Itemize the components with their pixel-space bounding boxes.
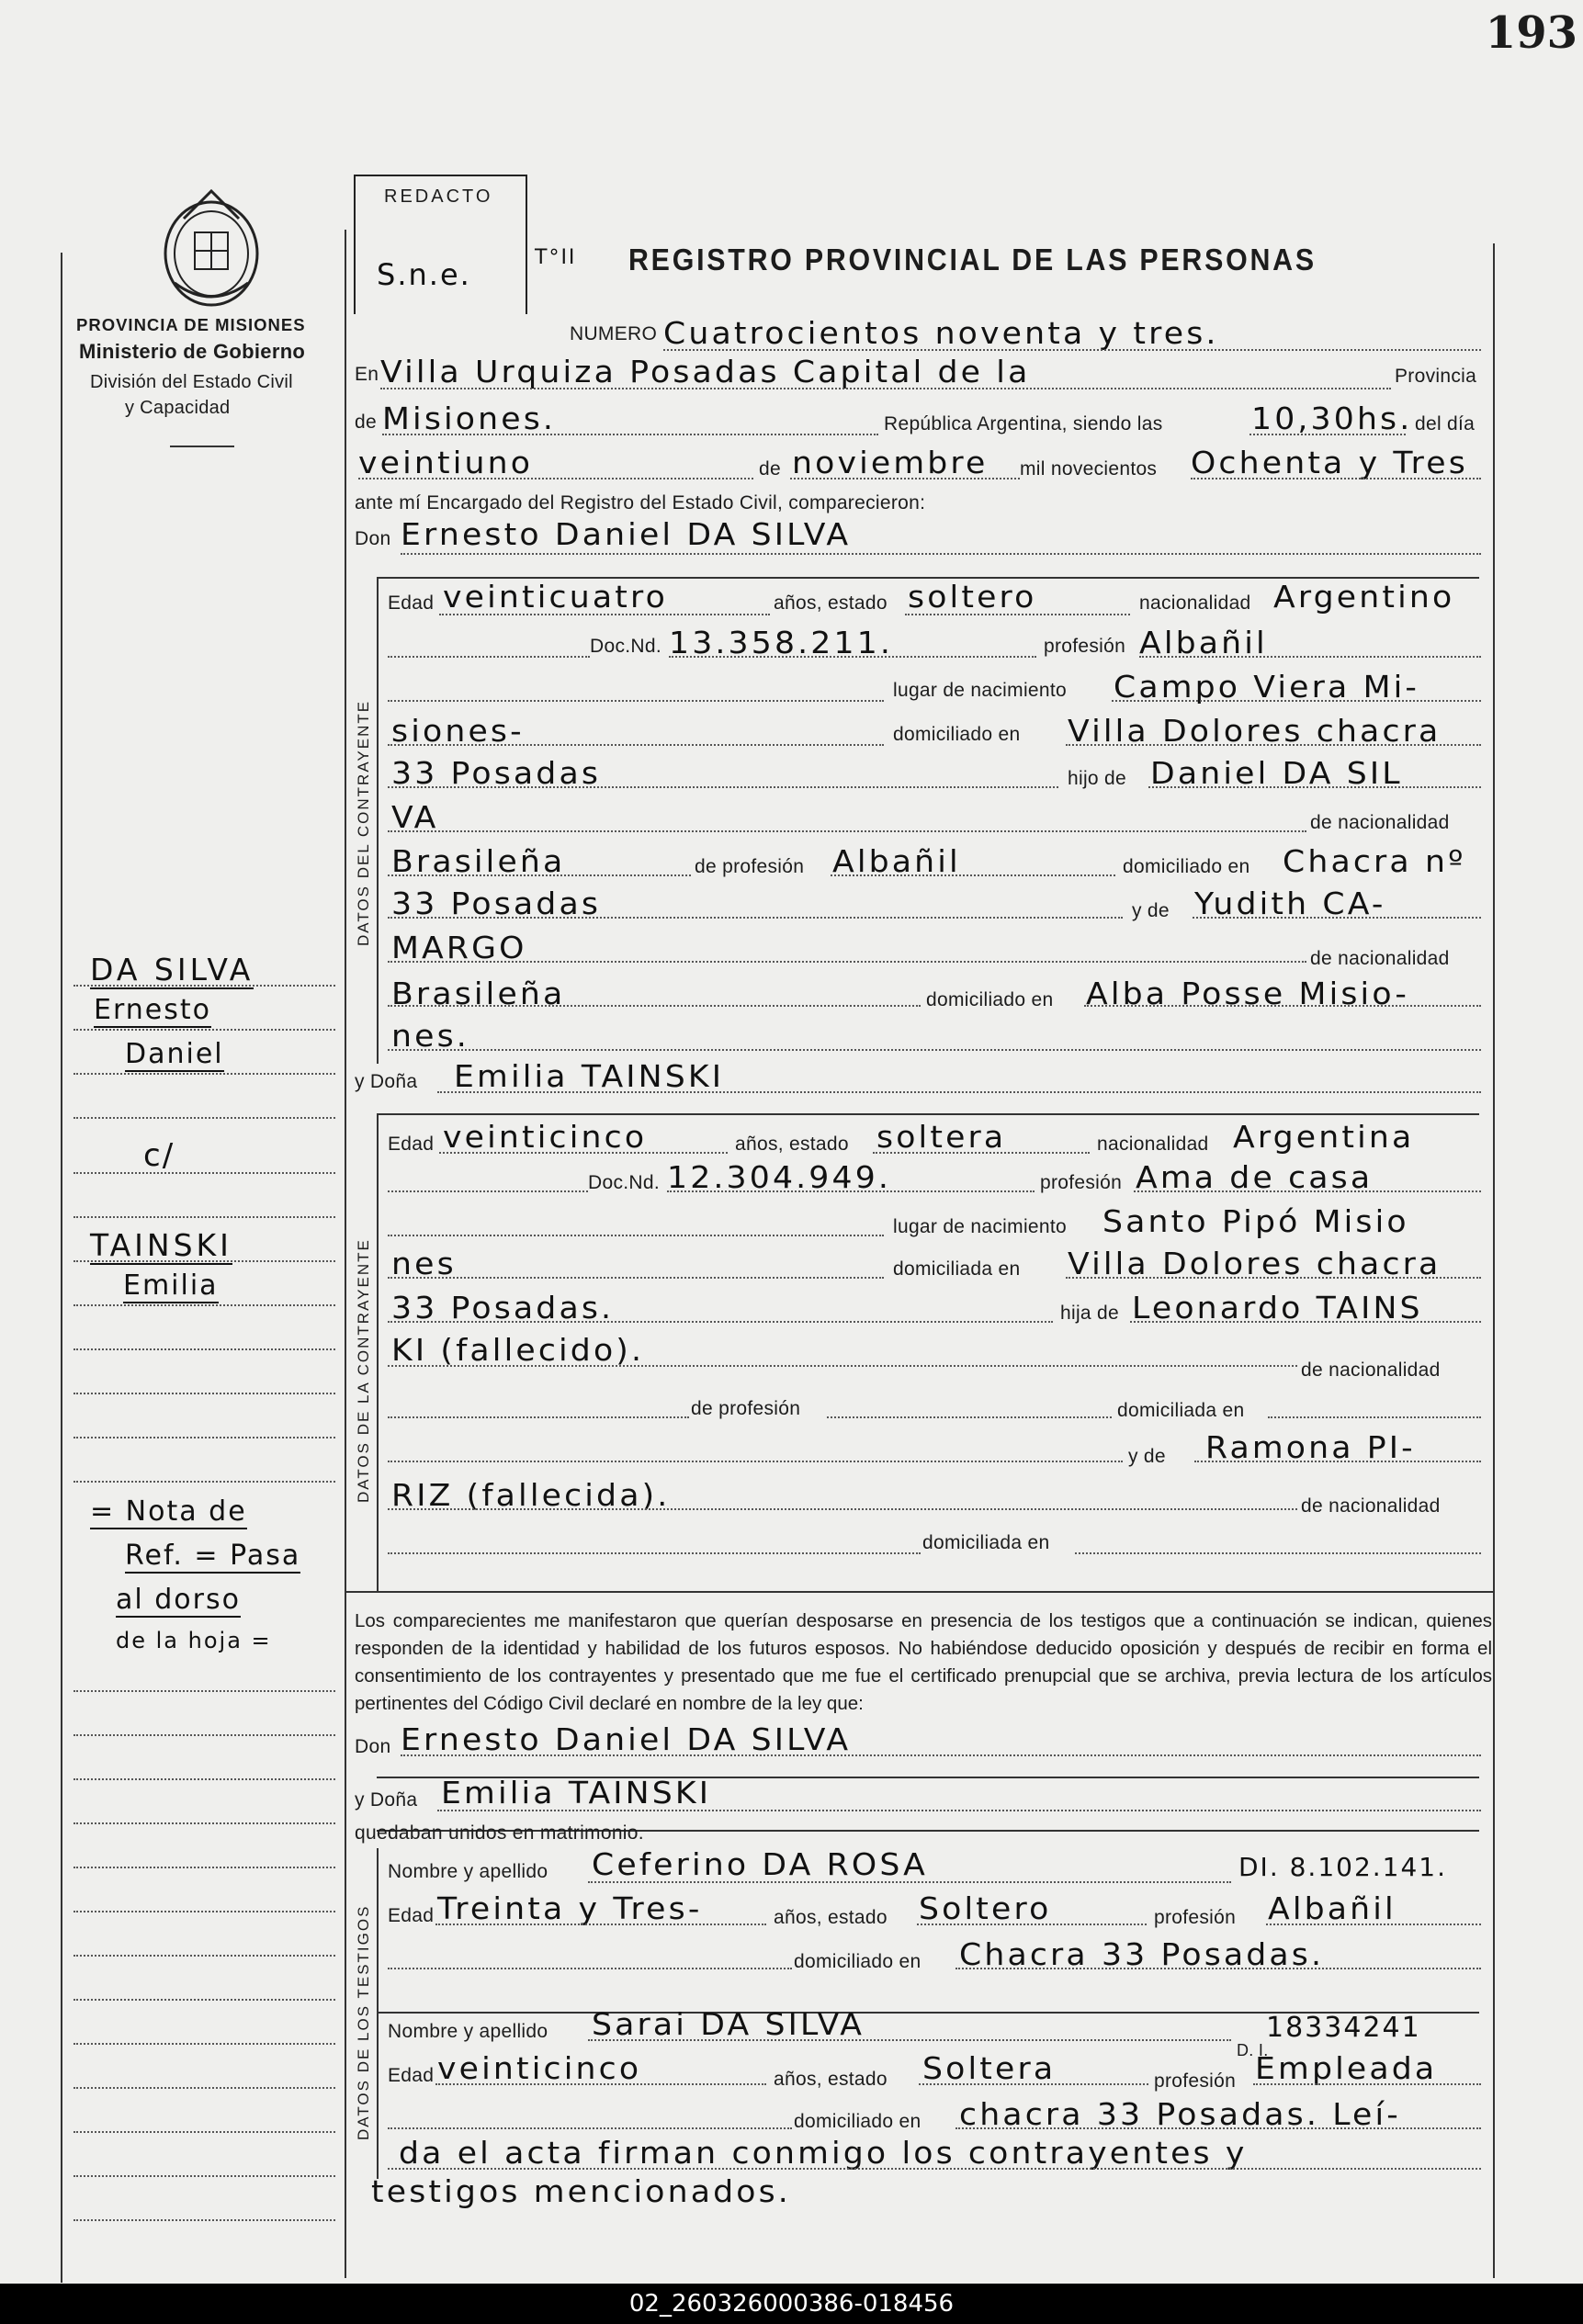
dia-value: veintiuno: [358, 445, 534, 480]
right-border-rule: [1493, 243, 1495, 2278]
ministry-heading: Ministerio de Gobierno: [79, 340, 306, 363]
c1-dom-label: domiciliado en: [893, 724, 1021, 745]
c1-padre-line: [1148, 786, 1481, 788]
t1-edad-value: Treinta y Tres-: [437, 1890, 703, 1926]
t2-nombre-label: Nombre y apellido: [388, 2021, 548, 2042]
margin-given-2: Daniel: [125, 1038, 224, 1070]
division-line-1: División del Estado Civil: [90, 372, 293, 392]
dia-line: [358, 478, 753, 479]
c2-lugar-label: lugar de nacimiento: [893, 1216, 1067, 1237]
c1-padre-dom-value-2: 33 Posadas: [391, 886, 602, 921]
c1-lugar-value-2: siones-: [391, 713, 525, 749]
redacto-label: REDACTO: [384, 186, 493, 207]
ante-label: ante mí Encargado del Registro del Estado Civil, comparecieron:: [355, 492, 926, 513]
c2-madre-nac-line: [388, 1552, 921, 1554]
c2-estado-label: años, estado: [735, 1134, 849, 1155]
c1-padre-dom2-line: [388, 917, 1123, 919]
c2-madre-value-2: RIZ (fallecida).: [391, 1477, 671, 1513]
margin-note-4: de la hoja =: [116, 1628, 272, 1653]
c2-padre-dom-label: domiciliada en: [1117, 1400, 1245, 1421]
t1-nombre-value: Ceferino DA ROSA: [592, 1846, 928, 1882]
t2-estado-line: [919, 2083, 1148, 2085]
decl-don-value: Ernesto Daniel DA SILVA: [401, 1721, 852, 1757]
c1-lugar2-line: [388, 744, 884, 746]
provincia-line: [382, 434, 878, 435]
decl-dona-value: Emilia TAINSKI: [441, 1775, 712, 1811]
c2-dom-value-2: 33 Posadas.: [391, 1290, 615, 1326]
c1-madre2-line: [388, 961, 1306, 963]
mes-line: [790, 478, 1020, 479]
c1-madre-nac-value: Brasileña: [391, 976, 566, 1011]
c1-madre-value-1: Yudith CA-: [1194, 886, 1386, 921]
c2-padre-line: [1130, 1321, 1481, 1323]
page-number: 193: [1485, 7, 1577, 59]
del-dia-label: del día: [1415, 413, 1476, 434]
margin-note-2: Ref. = Pasa: [125, 1540, 301, 1572]
t2-nombre-line: [588, 2039, 1231, 2041]
c2-padre-prof-line: [827, 1416, 1112, 1418]
t2-prof-value: Empleada: [1255, 2050, 1438, 2086]
c2-prof-line: [1134, 1190, 1481, 1192]
decl-dona-label: y Doña: [355, 1789, 418, 1811]
t1-doc-value: DI. 8.102.141.: [1238, 1852, 1448, 1882]
numero-value: Cuatrocientos noventa y tres.: [663, 315, 1219, 351]
c1-lugar-value-1: Campo Viera Mi-: [1114, 669, 1420, 705]
hora-value: 10,30hs.: [1251, 400, 1413, 436]
contrayente-2-bracket: [377, 1113, 379, 1591]
t1-dom-value: Chacra 33 Posadas.: [959, 1936, 1325, 1972]
c1-y-de-label: y de: [1132, 900, 1170, 921]
c1-doc-pre-line: [388, 656, 590, 658]
c2-edad-value: veinticinco: [443, 1119, 648, 1155]
dona-rule: [377, 1113, 1479, 1115]
c1-padre-dom-label: domiciliado en: [1123, 856, 1250, 877]
c1-estado-line: [905, 614, 1130, 615]
c1-doc-line: [669, 656, 1036, 658]
c2-padre2-line: [388, 1365, 1297, 1367]
c1-prof-value: Albañil: [1139, 625, 1268, 660]
c1-nac-value: Argentino: [1273, 579, 1455, 615]
t1-dom-pre-line: [388, 1968, 792, 1969]
c1-padre-nac-label: de nacionalidad: [1310, 812, 1450, 833]
c1-padre-value-2: VA: [391, 799, 439, 835]
division-line-2: y Capacidad: [125, 398, 231, 418]
c1-lugar-pre-line: [388, 700, 884, 702]
c1-estado-label: años, estado: [774, 592, 888, 614]
c1-nac-label: nacionalidad: [1139, 592, 1251, 614]
t2-dom-value: chacra 33 Posadas. Leí-: [959, 2096, 1401, 2132]
c1-madre-dom-value-2: nes.: [391, 1018, 469, 1054]
t1-edad-label: Edad: [388, 1905, 435, 1926]
c1-hijo-label: hijo de: [1068, 768, 1126, 789]
margin-surname-2: TAINSKI: [90, 1227, 232, 1263]
c1-edad-label: Edad: [388, 592, 435, 614]
c1-edad-value: veinticuatro: [443, 579, 668, 615]
c1-padre2-line: [388, 830, 1306, 832]
c1-madre-nac-label: de nacionalidad: [1310, 948, 1450, 969]
t1-prof-line: [1266, 1924, 1481, 1925]
mes-value: noviembre: [792, 445, 989, 480]
statement-paragraph: Los comparecientes me manifestaron que querían desposarse en presencia de los testigos que a continuación se indican, quienes responden de la identidad y habilidad de los futuros esposos. No habiéndose deducido oposición y después de recibir en forma el consentimiento de los contrayentes y presentado que me fue el certificado prenupcial que se archiva, previa lectura de los artículos pertinentes del Código Civil declaré en nombre de la ley que:: [355, 1610, 1492, 1714]
don-label: Don: [355, 528, 391, 549]
c2-nac-value: Argentina: [1233, 1119, 1415, 1155]
margin-surname-1: DA SILVA: [90, 952, 254, 987]
mil-label: mil novecientos: [1020, 458, 1158, 479]
decl-dona-line: [437, 1810, 1481, 1811]
t2-dom-pre-line: [388, 2127, 792, 2129]
provincia-label: Provincia: [1395, 366, 1477, 387]
c2-estado-value: soltera: [876, 1119, 1007, 1155]
c1-madre-value-2: MARGO: [391, 930, 527, 965]
c2-estado-line: [873, 1152, 1090, 1154]
c1-dom2-line: [388, 786, 1058, 788]
t1-estado-line: [917, 1924, 1147, 1925]
testigos-bracket: [377, 1848, 379, 2179]
c2-madre-value-1: Ramona PI-: [1205, 1429, 1416, 1465]
t2-dom-label: domiciliado en: [794, 2111, 922, 2132]
left-margin-rule: [61, 253, 62, 2283]
t2-edad-line: [435, 2083, 766, 2085]
t1-edad-line: [435, 1924, 766, 1925]
c2-lugar-value-2: nes: [391, 1246, 457, 1281]
republica-label: República Argentina, siendo las: [884, 413, 1163, 434]
c1-dom-value-1: Villa Dolores chacra: [1068, 713, 1442, 749]
de-label: de: [355, 412, 377, 433]
c2-madre-line: [1194, 1461, 1481, 1462]
c2-prof-label: profesión: [1040, 1172, 1123, 1193]
numero-line: [663, 349, 1481, 351]
c2-padre-prof-label: de profesión: [691, 1398, 801, 1419]
margin-given-3: Emilia: [123, 1269, 219, 1302]
c1-edad-line: [439, 614, 770, 615]
registry-title: REGISTRO PROVINCIAL DE LAS PERSONAS: [628, 243, 1317, 276]
c2-madre2-line: [388, 1508, 1297, 1510]
c2-y-de-label: y de: [1128, 1446, 1166, 1467]
margin-note-1: = Nota de: [90, 1495, 247, 1528]
closing-line-1: da el acta firman conmigo los contrayentes y: [399, 2135, 1248, 2171]
hora-line: [1249, 434, 1406, 435]
t2-edad-label: Edad: [388, 2065, 435, 2086]
c2-padre-nac-label: de nacionalidad: [1301, 1359, 1441, 1381]
contrayente-1-bracket: [377, 577, 379, 1064]
numero-label: NUMERO: [570, 323, 658, 344]
closing-line-2: testigos mencionados.: [371, 2173, 791, 2209]
lugar-value: Villa Urquiza Posadas Capital de la: [380, 354, 1031, 389]
footer-id: 02_260326000386-018456: [628, 2290, 955, 2318]
c1-lugar-line: [1112, 700, 1481, 702]
t2-doc-value: 18334241: [1266, 2012, 1421, 2044]
c1-madre-dom-line: [1084, 1005, 1481, 1007]
footer-bar: [0, 2284, 1583, 2324]
c1-padre-dom-value-1: Chacra nº: [1283, 843, 1466, 879]
c1-lugar-label: lugar de nacimiento: [893, 680, 1067, 701]
c2-doc-label: Doc.Nd.: [588, 1172, 660, 1193]
t2-edad-value: veinticinco: [437, 2050, 642, 2086]
t2-prof-line: [1253, 2083, 1481, 2085]
c1-doc-label: Doc.Nd.: [590, 636, 661, 657]
c1-padre-prof-label: de profesión: [695, 856, 805, 877]
c1-prof-label: profesión: [1044, 636, 1126, 657]
t2-doc-label: D. I.: [1237, 2041, 1269, 2059]
en-label: En: [355, 364, 379, 385]
coat-of-arms-seal: [147, 182, 276, 310]
closing-line-1-rule: [388, 2168, 1481, 2170]
anio-value: Ochenta y Tres: [1191, 445, 1468, 480]
t1-estado-value: Soltero: [919, 1890, 1052, 1926]
dona-label: y Doña: [355, 1071, 418, 1092]
c1-prof-line: [1139, 656, 1481, 658]
c1-padre-nac-value: Brasileña: [391, 843, 566, 879]
don-value: Ernesto Daniel DA SILVA: [401, 516, 852, 552]
contrayente-2-bottom-rule: [345, 1591, 1493, 1593]
t2-nombre-value: Sarai DA SILVA: [592, 2006, 865, 2042]
c1-padre-prof-line: [831, 874, 1115, 876]
t2-estado-value: Soltera: [922, 2050, 1057, 2086]
c2-madre-pre-line: [388, 1461, 1123, 1462]
c2-edad-label: Edad: [388, 1134, 435, 1155]
t1-nombre-label: Nombre y apellido: [388, 1861, 548, 1882]
contrayente-2-section-label: DATOS DE LA CONTRAYENTE: [355, 1238, 372, 1503]
quedaban-text: quedaban unidos en matrimonio.: [355, 1822, 644, 1844]
c2-doc-value: 12.304.949.: [667, 1159, 892, 1195]
c2-edad-line: [439, 1152, 728, 1154]
margin-contra: c/: [143, 1137, 175, 1174]
c1-padre-prof-value: Albañil: [832, 843, 961, 879]
lugar-line: [380, 388, 1391, 389]
tomo-note: T°II: [535, 246, 577, 269]
t2-dom-line: [955, 2127, 1481, 2129]
margin-note-3: al dorso: [116, 1584, 241, 1616]
c2-madre-dom-label: domiciliada en: [922, 1532, 1050, 1553]
c2-madre-dom-line: [1075, 1552, 1481, 1554]
c2-lugar2-line: [388, 1277, 884, 1279]
contrayente-1-section-label: DATOS DEL CONTRAYENTE: [355, 699, 372, 946]
provincia-value: Misiones.: [382, 400, 557, 436]
c1-madre-nac-line: [388, 1005, 921, 1007]
c2-nac-label: nacionalidad: [1097, 1134, 1209, 1155]
c2-padre-dom-line: [1268, 1416, 1481, 1418]
don-line: [401, 553, 1481, 555]
t1-prof-label: profesión: [1154, 1907, 1237, 1928]
t2-prof-label: profesión: [1154, 2070, 1237, 2092]
t1-nombre-line: [588, 1881, 1231, 1883]
c1-madre-line: [1193, 917, 1481, 919]
dona-value: Emilia TAINSKI: [454, 1058, 725, 1094]
c2-padre-nac-line: [388, 1416, 689, 1418]
t2-estado-label: años, estado: [774, 2069, 888, 2090]
testigos-section-label: DATOS DE LOS TESTIGOS: [355, 1904, 372, 2140]
t1-prof-value: Albañil: [1268, 1890, 1396, 1926]
c2-padre-value-1: Leonardo TAINS: [1132, 1290, 1423, 1326]
c2-padre-value-2: KI (fallecido).: [391, 1332, 645, 1368]
redacto-value: S.n.e.: [377, 257, 471, 292]
c1-padre-nac-line: [388, 874, 691, 876]
c2-dom2-line: [388, 1321, 1053, 1323]
decl-don-label: Don: [355, 1736, 391, 1757]
c1-doc-value: 13.358.211.: [669, 625, 894, 660]
c2-madre-nac-label: de nacionalidad: [1301, 1495, 1441, 1517]
c2-lugar-value-1: Santo Pipó Misio: [1102, 1203, 1409, 1239]
c1-padre-value-1: Daniel DA SIL: [1150, 755, 1403, 791]
c2-doc-pre-line: [388, 1190, 588, 1192]
c2-prof-value: Ama de casa: [1136, 1159, 1374, 1195]
de-label-2: de: [759, 458, 781, 479]
c1-estado-value: soltero: [908, 579, 1037, 615]
c1-madre-dom-label: domiciliado en: [926, 989, 1054, 1010]
c2-lugar-pre-line: [388, 1235, 884, 1236]
c2-dom-value-1: Villa Dolores chacra: [1068, 1246, 1442, 1281]
anio-line: [1191, 478, 1481, 479]
c2-dom-line: [1066, 1277, 1481, 1279]
province-heading: PROVINCIA DE MISIONES: [76, 315, 306, 334]
c1-madre-dom2-line: [388, 1049, 1481, 1051]
c1-madre-dom-value-1: Alba Posse Misio-: [1086, 976, 1409, 1011]
main-column-rule: [345, 230, 346, 2278]
c1-dom-line: [1066, 744, 1481, 746]
c2-hija-label: hija de: [1060, 1303, 1119, 1324]
t1-dom-label: domiciliado en: [794, 1951, 922, 1972]
c2-dom-label: domiciliada en: [893, 1258, 1021, 1280]
t1-dom-line: [955, 1968, 1481, 1969]
margin-given-1: Ernesto: [94, 994, 211, 1026]
c2-doc-line: [667, 1190, 1035, 1192]
c1-dom-value-2: 33 Posadas: [391, 755, 602, 791]
t1-estado-label: años, estado: [774, 1907, 888, 1928]
decl-don-line: [401, 1754, 1481, 1756]
dona-line: [437, 1091, 1481, 1093]
header-divider: [170, 446, 234, 447]
